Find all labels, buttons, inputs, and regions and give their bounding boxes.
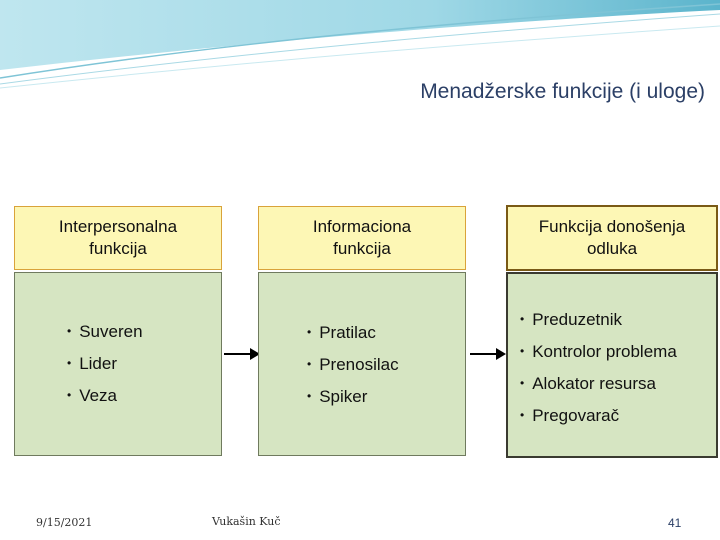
list-item: • Suveren <box>67 322 143 341</box>
bullet-icon: • <box>520 376 525 390</box>
list-item: • Alokator resursa <box>520 374 656 393</box>
arrow-right-icon <box>222 346 262 362</box>
slide-title: Menadžerske funkcije (i uloge) <box>420 80 705 103</box>
list-item: • Kontrolor problema <box>520 342 677 361</box>
panel-informaciona <box>258 272 466 456</box>
bullet-icon: • <box>67 356 72 370</box>
bullet-icon: • <box>520 312 525 326</box>
list-item: • Prenosilac <box>307 355 399 374</box>
bullet-icon: • <box>307 357 312 371</box>
list-interpersonalna <box>67 315 143 411</box>
list-donosenja-odluka <box>520 303 677 431</box>
footer-author: Vukašin Kuč <box>212 515 281 528</box>
footer-date: 9/15/2021 <box>36 516 93 529</box>
list-informaciona <box>307 316 399 412</box>
list-item: • Spiker <box>307 387 368 406</box>
bullet-icon: • <box>520 408 525 422</box>
bullet-icon: • <box>307 389 312 403</box>
header-swoosh-decoration <box>0 0 720 90</box>
panel-donosenja-odluka <box>506 272 718 458</box>
bullet-icon: • <box>67 324 72 338</box>
heading-informaciona: Informaciona funkcija <box>258 206 466 270</box>
list-item: • Pratilac <box>307 323 376 342</box>
bullet-icon: • <box>307 325 312 339</box>
list-item: • Preduzetnik <box>520 310 622 329</box>
page-number: 41 <box>668 516 682 530</box>
bullet-icon: • <box>67 388 72 402</box>
list-item: • Pregovarač <box>520 406 620 425</box>
arrow-right-icon <box>468 346 508 362</box>
heading-interpersonalna: Interpersonalna funkcija <box>14 206 222 270</box>
list-item: • Lider <box>67 354 118 373</box>
panel-interpersonalna <box>14 272 222 456</box>
heading-donosenja-odluka: Funkcija donošenja odluka <box>506 205 718 271</box>
bullet-icon: • <box>520 344 525 358</box>
list-item: • Veza <box>67 386 118 405</box>
